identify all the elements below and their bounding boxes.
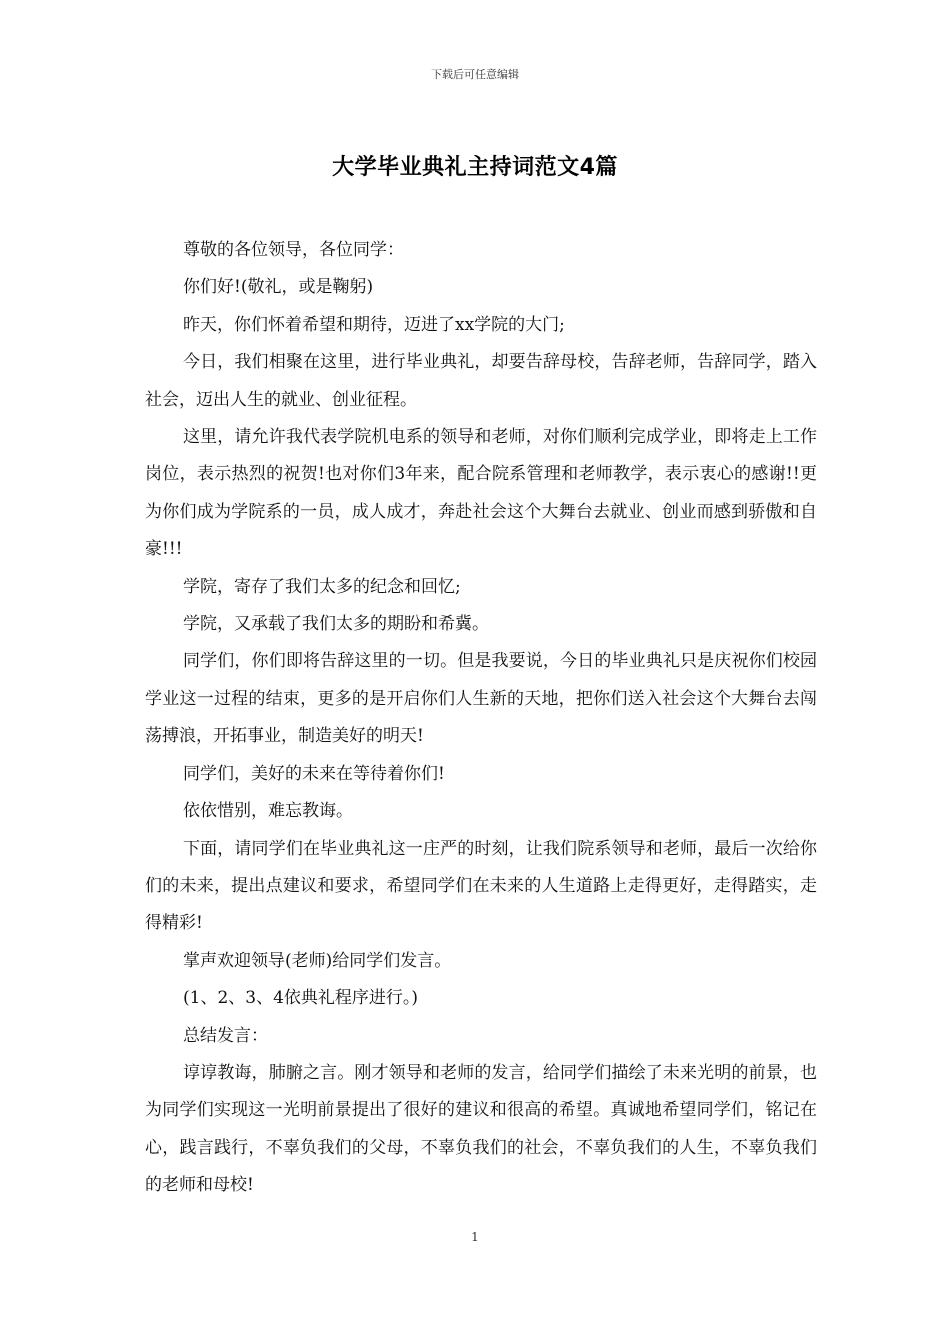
paragraph: (1、2、3、4依典礼程序进行。)	[183, 988, 419, 1009]
document-body	[145, 232, 817, 1205]
paragraph: 同学们，你们即将告辞这里的一切。但是我要说，今日的毕业典礼只是庆祝你们校园学业这一过程的结束，更多的是开启你们人生新的天地，把你们送入社会这个大舞台去闯荡搏浪，开拓事业，制造美好的明天!	[145, 651, 817, 747]
paragraph-greeting: 你们好!(敬礼，或是鞠躬)	[183, 277, 374, 298]
page-header-note: 下载后可任意编辑	[431, 68, 519, 81]
paragraph: 依依惜别，难忘教诲。	[183, 801, 353, 822]
paragraph: 同学们，美好的未来在等待着你们!	[183, 763, 445, 784]
paragraph-summary-heading: 总结发言：	[183, 1025, 268, 1046]
paragraph-summary: 谆谆教诲，肺腑之言。刚才领导和老师的发言，给同学们描绘了未来光明的前景，也为同学们实现这一光明前景提出了很好的建议和很高的希望。真诚地希望同学们，铭记在心，践言践行，不辜负我们的父母，不辜负我们的社会，不辜负我们的人生，不辜负我们的老师和母校!	[145, 1062, 817, 1196]
document-title: 大学毕业典礼主持词范文4篇	[332, 155, 618, 180]
page-number: 1	[471, 1230, 479, 1244]
paragraph: 学院，又承载了我们太多的期盼和希冀。	[183, 614, 489, 635]
paragraph: 掌声欢迎领导(老师)给同学们发言。	[183, 950, 452, 971]
paragraph-salutation: 尊敬的各位领导，各位同学：	[183, 240, 404, 260]
paragraph: 学院，寄存了我们太多的纪念和回忆;	[183, 576, 461, 597]
paragraph: 这里，请允许我代表学院机电系的领导和老师，对你们顺利完成学业，即将走上工作岗位，表示热烈的祝贺!也对你们3年来，配合院系管理和老师教学，表示衷心的感谢!!更为你们成为学院系的一员，成人成才，奔赴社会这个大舞台去就业、创业而感到骄傲和自豪!!!	[145, 427, 817, 560]
paragraph: 今日，我们相聚在这里，进行毕业典礼，却要告辞母校，告辞老师，告辞同学，踏入社会，迈出人生的就业、创业征程。	[145, 352, 817, 410]
paragraph: 昨天，你们怀着希望和期待，迈进了xx学院的大门;	[183, 314, 565, 335]
paragraph: 下面，请同学们在毕业典礼这一庄严的时刻，让我们院系领导和老师，最后一次给你们的未来，提出点建议和要求，希望同学们在未来的人生道路上走得更好，走得踏实，走得精彩!	[145, 838, 817, 934]
